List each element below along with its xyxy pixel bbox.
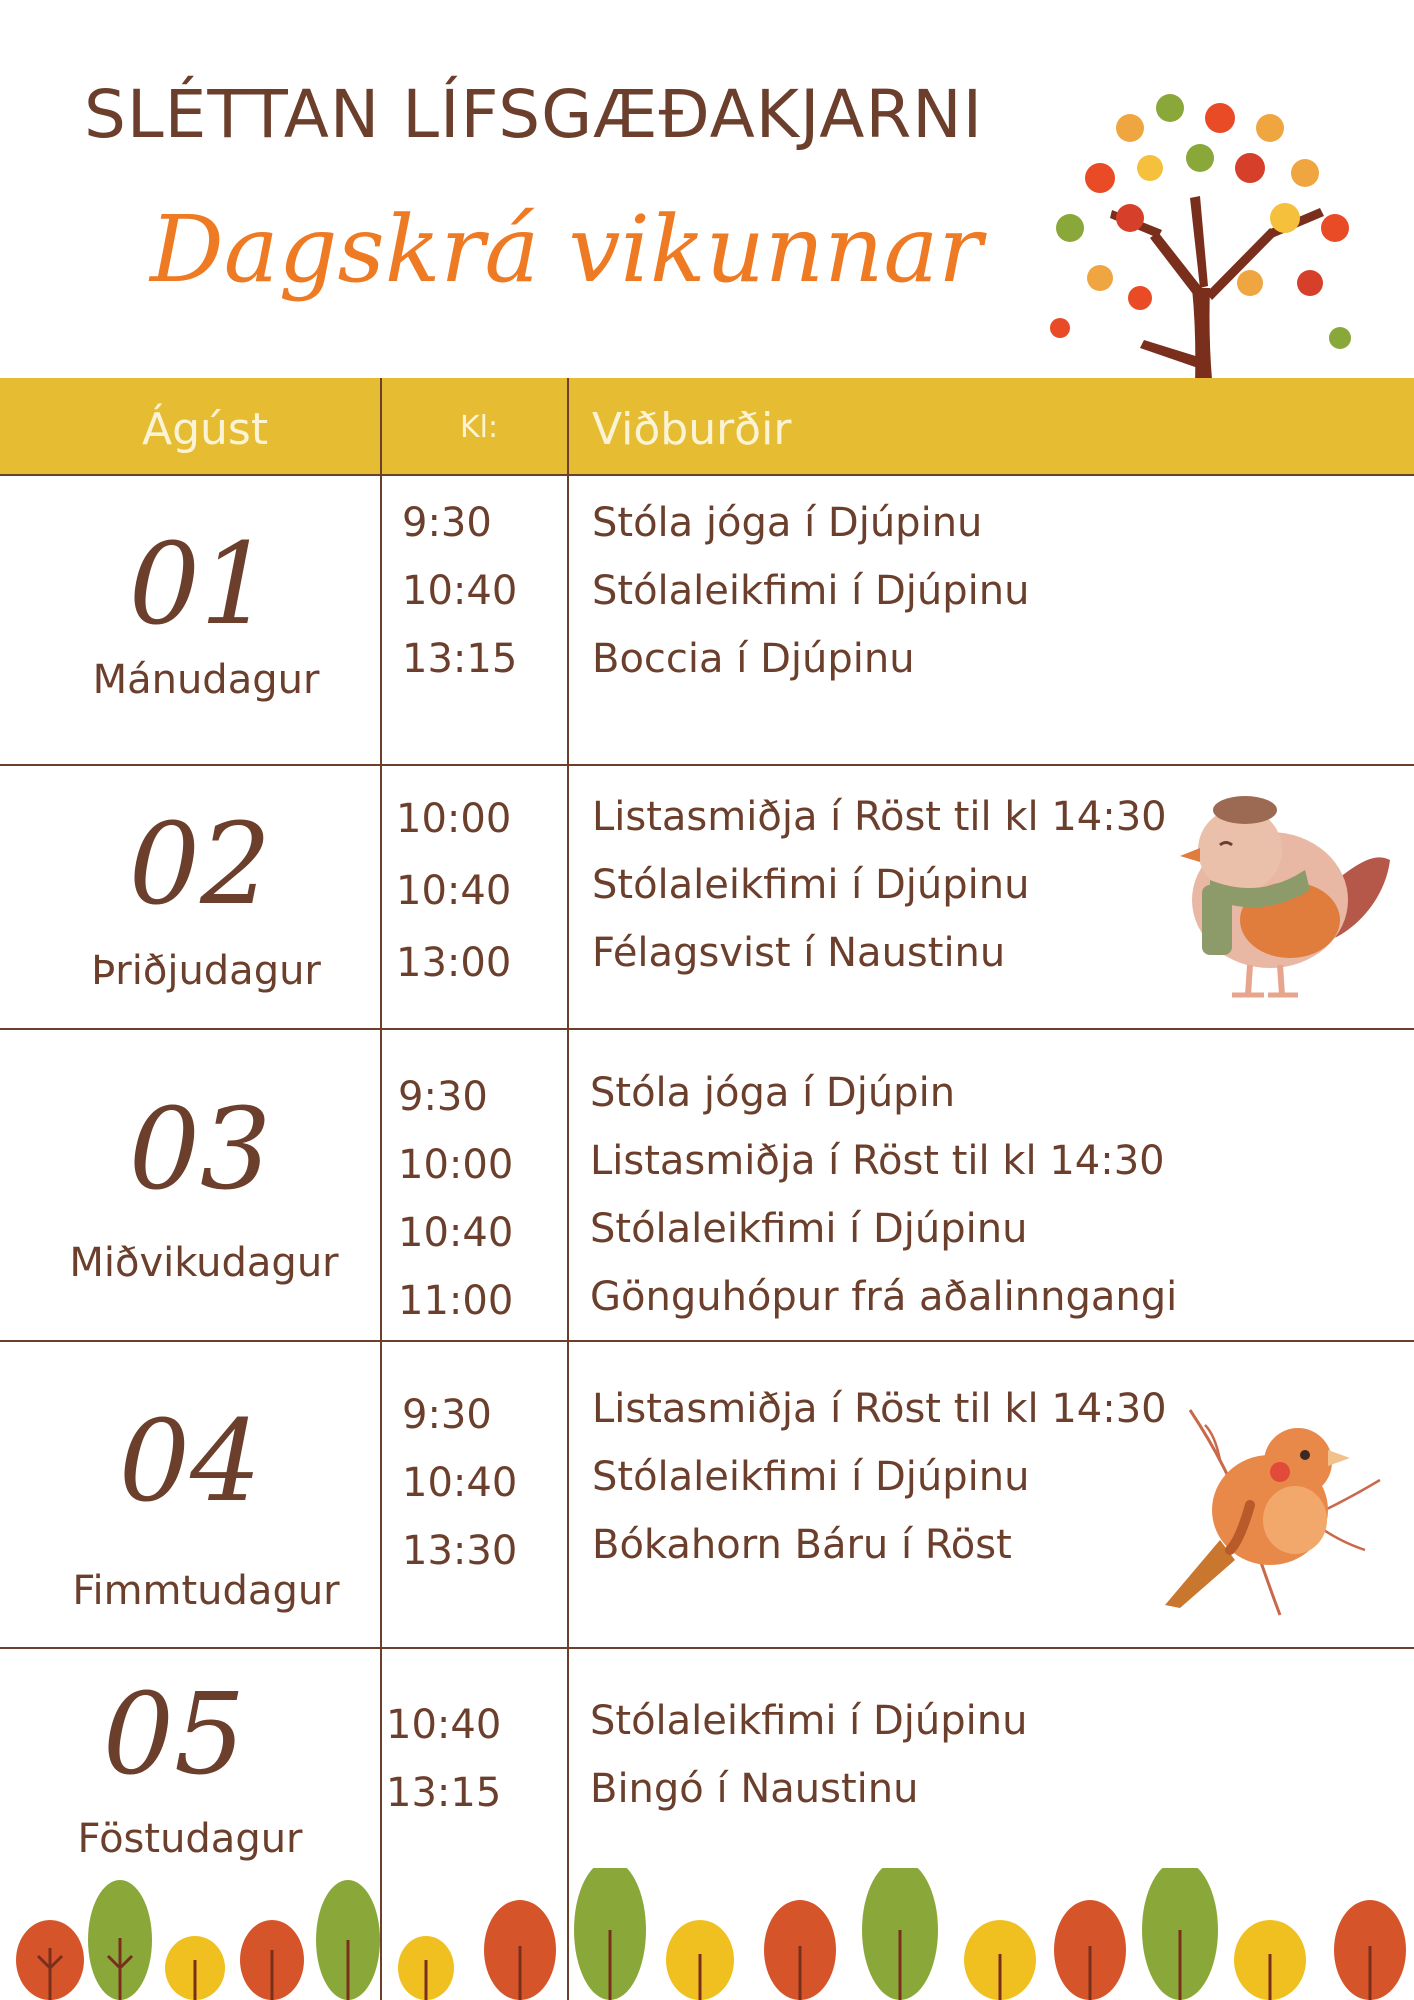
event-time: 13:15 [386,1770,502,1816]
row-divider [0,1340,1414,1342]
event-time: 10:00 [396,796,512,842]
day-number: 01 [128,520,272,650]
row-divider [0,1028,1414,1030]
event-time: 10:40 [402,1460,518,1506]
event-name: Félagsvist í Naustinu [592,930,1006,976]
event-time: 13:15 [402,636,518,682]
event-name: Bingó í Naustinu [590,1766,919,1812]
day-name: Föstudagur [77,1816,303,1862]
event-time: 10:40 [386,1702,502,1748]
event-time: 9:30 [402,500,492,546]
event-time: 10:00 [398,1142,514,1188]
page-title: SLÉTTAN LÍFSGÆÐAKJARNI [84,76,984,153]
scarf-bird-icon [1170,790,1400,1015]
day-number: 04 [118,1397,262,1527]
event-name: Stólaleikfimi í Djúpinu [592,568,1030,614]
event-name: Stólaleikfimi í Djúpinu [590,1698,1028,1744]
day-name: Miðvikudagur [69,1240,339,1286]
page-subtitle: Dagskrá vikunnar [150,196,983,303]
day-number: 05 [102,1670,246,1800]
tree-row-icon [0,1868,1414,2000]
event-time: 10:40 [398,1210,514,1256]
event-time: 13:30 [402,1528,518,1574]
event-name: Stóla jóga í Djúpin [590,1070,956,1116]
event-name: Stóla jóga í Djúpinu [592,500,983,546]
row-divider [0,474,1414,476]
column-header-month: Ágúst [142,404,269,455]
column-header-time: Kl: [460,410,499,445]
event-time: 11:00 [398,1278,514,1324]
day-number: 03 [128,1085,272,1215]
day-name: Mánudagur [92,657,320,703]
row-divider [0,1647,1414,1649]
event-name: Boccia í Djúpinu [592,636,915,682]
event-name: Gönguhópur frá aðalinngangi [590,1274,1178,1320]
column-header-events: Viðburðir [592,404,792,455]
day-name: Þriðjudagur [91,948,321,994]
event-time: 10:40 [396,868,512,914]
event-name: Listasmiðja í Röst til kl 14:30 [592,794,1167,840]
event-time: 13:00 [396,940,512,986]
event-name: Stólaleikfimi í Djúpinu [592,1454,1030,1500]
event-time: 9:30 [398,1074,488,1120]
day-number: 02 [128,800,272,930]
event-time: 10:40 [402,568,518,614]
branch-bird-icon [1160,1400,1390,1620]
day-name: Fimmtudagur [72,1568,340,1614]
event-name: Stólaleikfimi í Djúpinu [592,862,1030,908]
row-divider [0,764,1414,766]
event-name: Listasmiðja í Röst til kl 14:30 [592,1386,1167,1432]
event-time: 9:30 [402,1392,492,1438]
column-divider [567,378,569,2000]
event-name: Bókahorn Báru í Röst [592,1522,1012,1568]
event-name: Stólaleikfimi í Djúpinu [590,1206,1028,1252]
event-name: Listasmiðja í Röst til kl 14:30 [590,1138,1165,1184]
